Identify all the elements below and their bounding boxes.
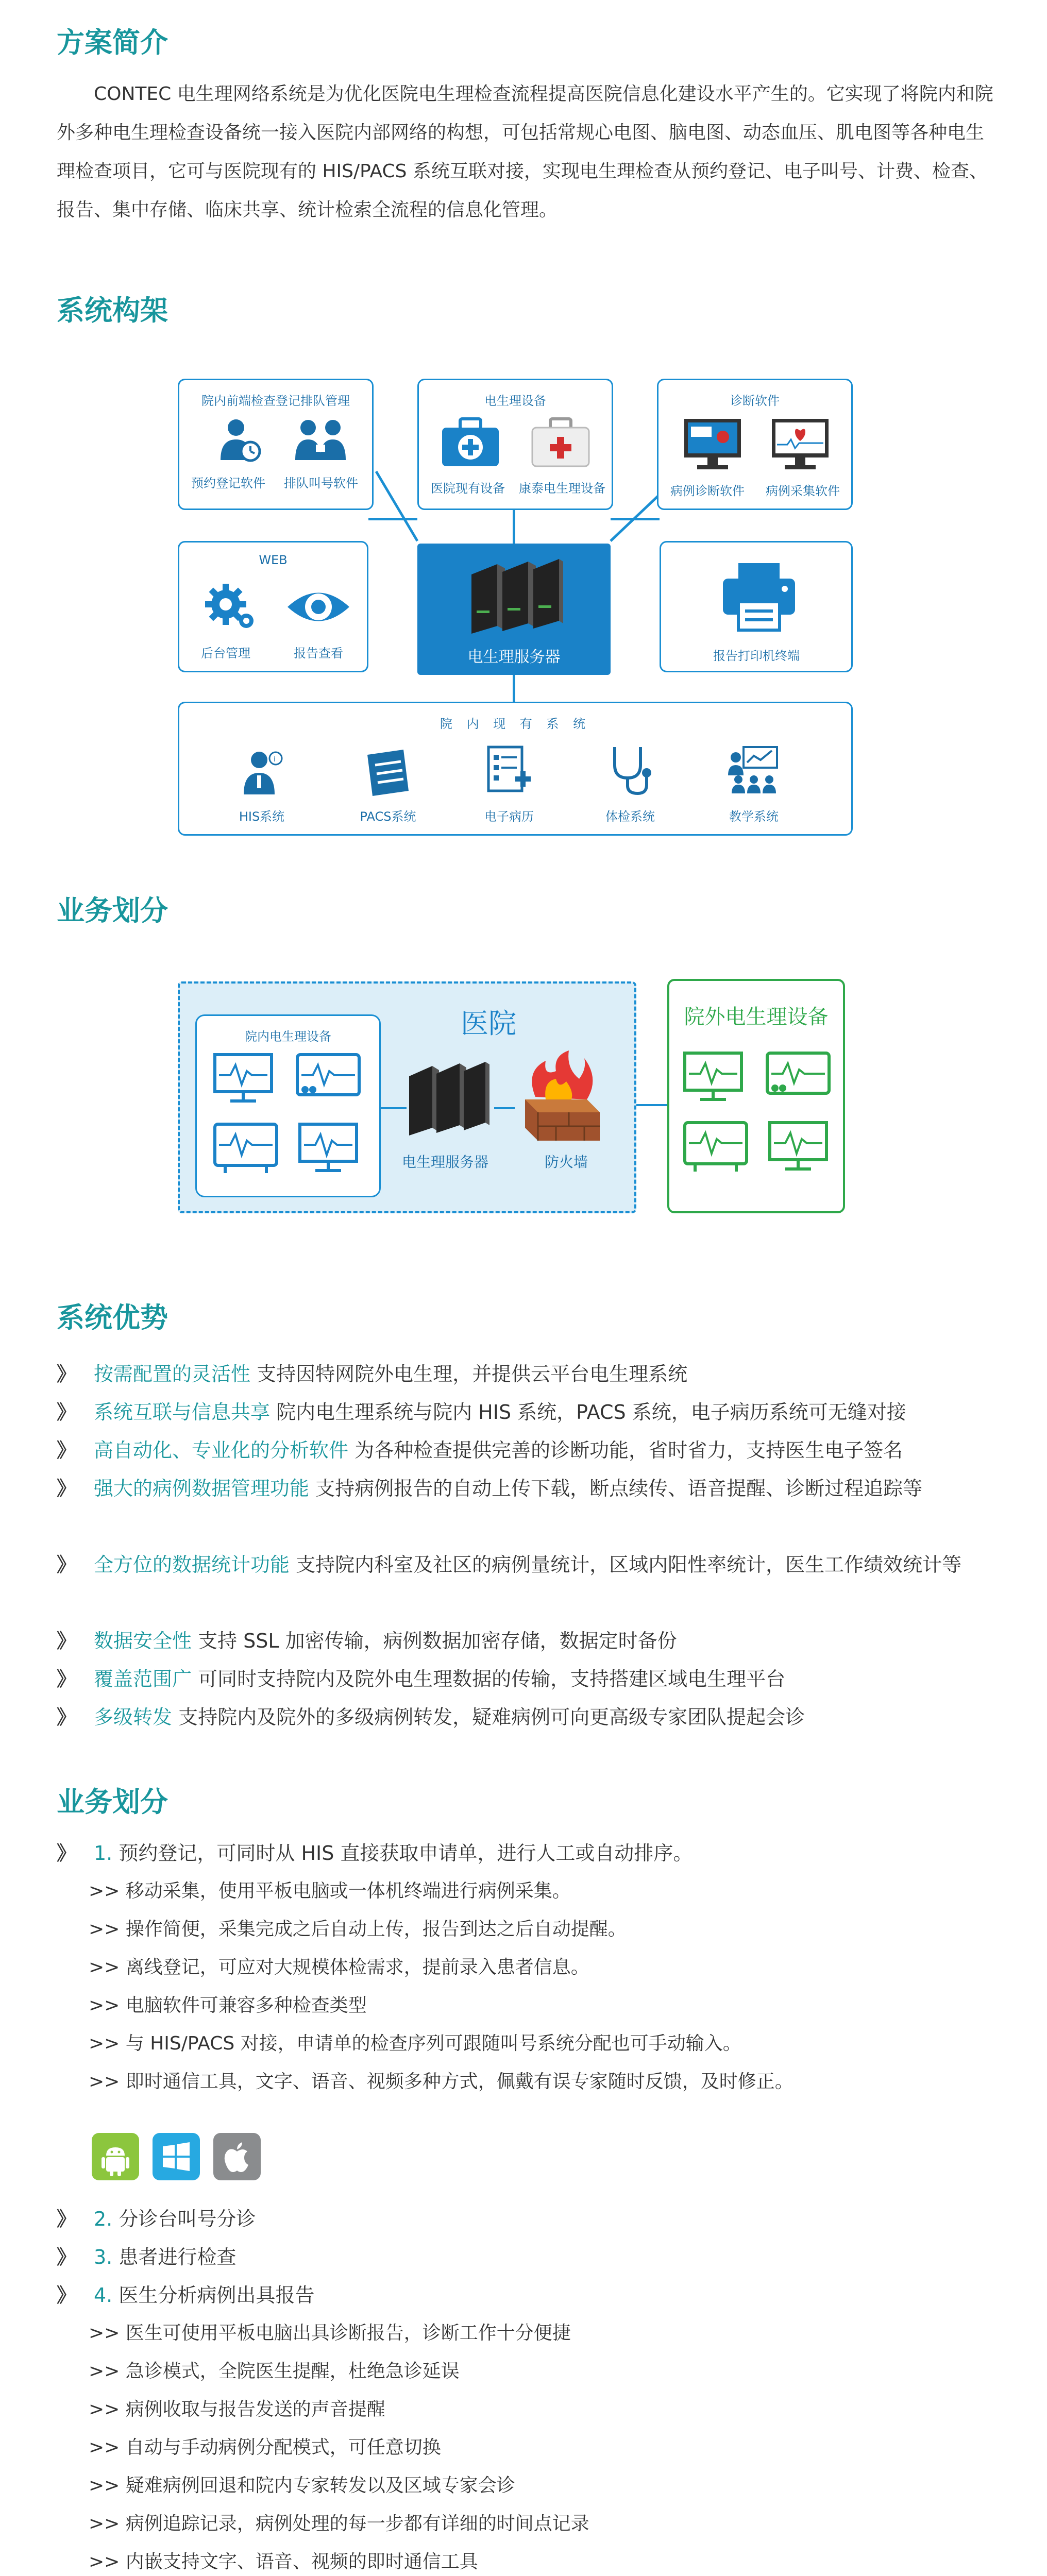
- step4-sub-item: >> 急诊模式，全院医生提醒，杜绝急诊延误: [89, 2361, 460, 2382]
- chevron-icon: 》: [57, 1630, 73, 1652]
- business-title: 业务划分: [57, 894, 168, 927]
- step4-sub-item: >> 自动与手动病例分配模式，可任意切换: [89, 2437, 441, 2458]
- intro-paragraph: CONTEC 电生理网络系统是为优化医院电生理检查流程提高医院信息化建设水平产生的。它实现了将院内和院外多种电生理检查设备统一接入医院内部网络的构想，可包括常规心电图、脑电图、动态血压、肌电图等各种电生理检查项目，它可与医院现有的 HIS/PACS 系统互联对接，实现电生理检查从预约登记、电子叫号、计费、检查、报告、集中存储、临床共享、统计检索全流程的信息化管理。: [57, 83, 993, 221]
- box-queue-title: 院内前端检查登记排队管理: [201, 394, 350, 408]
- chevron-icon: 》: [57, 1477, 73, 1500]
- label-pacs-system: PACS系统: [360, 809, 416, 824]
- monitor-icon: [215, 1055, 272, 1101]
- chevron-icon: 》: [57, 1553, 73, 1576]
- hospital-label: 医院: [461, 1007, 516, 1040]
- hospital-server-icon: [404, 1056, 492, 1138]
- business-diagram: [0, 0, 1047, 1236]
- label-printer-terminal: 报告打印机终端: [713, 649, 800, 663]
- box-web-title: WEB: [259, 553, 288, 567]
- label-diagnosis-software: 病例诊断软件: [670, 484, 745, 498]
- chevron-icon: 》: [57, 1668, 73, 1690]
- hospital-zone: [178, 981, 636, 1213]
- chevron-icon: 》: [57, 2284, 73, 2307]
- intro-title: 方案简介: [57, 26, 168, 59]
- step1-sub-item: >> 电脑软件可兼容多种检查类型: [89, 1995, 367, 2016]
- android-icon: [92, 2133, 139, 2180]
- hospital-server-label: 电生理服务器: [401, 1154, 488, 1171]
- svg-text:i: i: [274, 755, 276, 764]
- chevron-icon: 》: [57, 1439, 73, 1462]
- step4-sub-item: >> 医生可使用平板电脑出具诊断报告，诊断工作十分便捷: [89, 2323, 571, 2344]
- inner-devices-box: [195, 1014, 381, 1197]
- windows-icon: [153, 2133, 200, 2180]
- step4-sub-item: >> 内嵌支持文字、语音、视频的即时通信工具: [89, 2551, 478, 2572]
- chevron-icon: 》: [57, 1706, 73, 1728]
- chevron-icon: 》: [57, 1842, 73, 1865]
- outer-devices-box: [667, 979, 845, 1213]
- chevron-icon: 》: [57, 2208, 73, 2230]
- chevron-icon: 》: [57, 1401, 73, 1423]
- chevron-icon: 》: [57, 1363, 73, 1385]
- step4-sub-item: >> 病例追踪记录，病例处理的每一步都有详细的时间点记录: [89, 2513, 589, 2534]
- label-collection-software: 病例采集软件: [766, 484, 840, 498]
- step4-sub-item: >> 疑难病例回退和院内专家转发以及区域专家会诊: [89, 2475, 515, 2496]
- chevron-icon: 》: [57, 2246, 73, 2268]
- step1-sub-item: >> 操作简便，采集完成之后自动上传，报告到达之后自动提醒。: [89, 1919, 627, 1940]
- label-existing-devices: 医院现有设备: [431, 481, 505, 496]
- label-appointment-software: 预约登记软件: [191, 476, 265, 490]
- inner-devices-title: 院内电生理设备: [245, 1029, 331, 1044]
- label-contec-devices: 康泰电生理设备: [519, 481, 605, 496]
- label-report-view: 报告查看: [294, 646, 343, 660]
- label-checkup-system: 体检系统: [605, 809, 655, 824]
- architecture-title: 系统构架: [57, 294, 168, 327]
- box-diag-title: 诊断软件: [730, 394, 780, 408]
- outer-monitors: [680, 1048, 839, 1187]
- outer-devices-title: 院外电生理设备: [684, 1005, 829, 1029]
- apple-icon: [213, 2133, 261, 2180]
- box-devices-title: 电生理设备: [484, 394, 546, 408]
- label-his-system: HIS系统: [239, 809, 285, 824]
- label-emr-system: 电子病历: [484, 809, 534, 824]
- firewall-label: 防火墙: [544, 1154, 588, 1171]
- advantages-title: 系统优势: [57, 1301, 168, 1334]
- step4-sub-item: >> 病例收取与报告发送的声音提醒: [89, 2399, 385, 2420]
- box-existing-title: 院 内 现 有 系 统: [440, 717, 591, 731]
- process-title: 业务划分: [57, 1786, 168, 1818]
- step1-sub-item: >> 即时通信工具，文字、语音、视频多种方式，佩戴有误专家随时反馈，及时修正。: [89, 2071, 793, 2092]
- label-queue-software: 排队叫号软件: [284, 476, 358, 490]
- inner-monitors: [210, 1049, 369, 1189]
- step1-sub-item: >> 移动采集，使用平板电脑或一体机终端进行病例采集。: [89, 1880, 571, 1902]
- firewall-icon: [515, 1050, 602, 1143]
- central-server-label: 电生理服务器: [467, 648, 561, 666]
- label-teaching-system: 教学系统: [729, 809, 779, 824]
- step1-sub-item: >> 离线登记，可应对大规模体检需求，提前录入患者信息。: [89, 1957, 589, 1978]
- step1-sub-item: >> 与 HIS/PACS 对接，申请单的检查序列可跟随叫号系统分配也可手动输入。: [89, 2033, 741, 2054]
- label-backend-management: 后台管理: [201, 646, 250, 660]
